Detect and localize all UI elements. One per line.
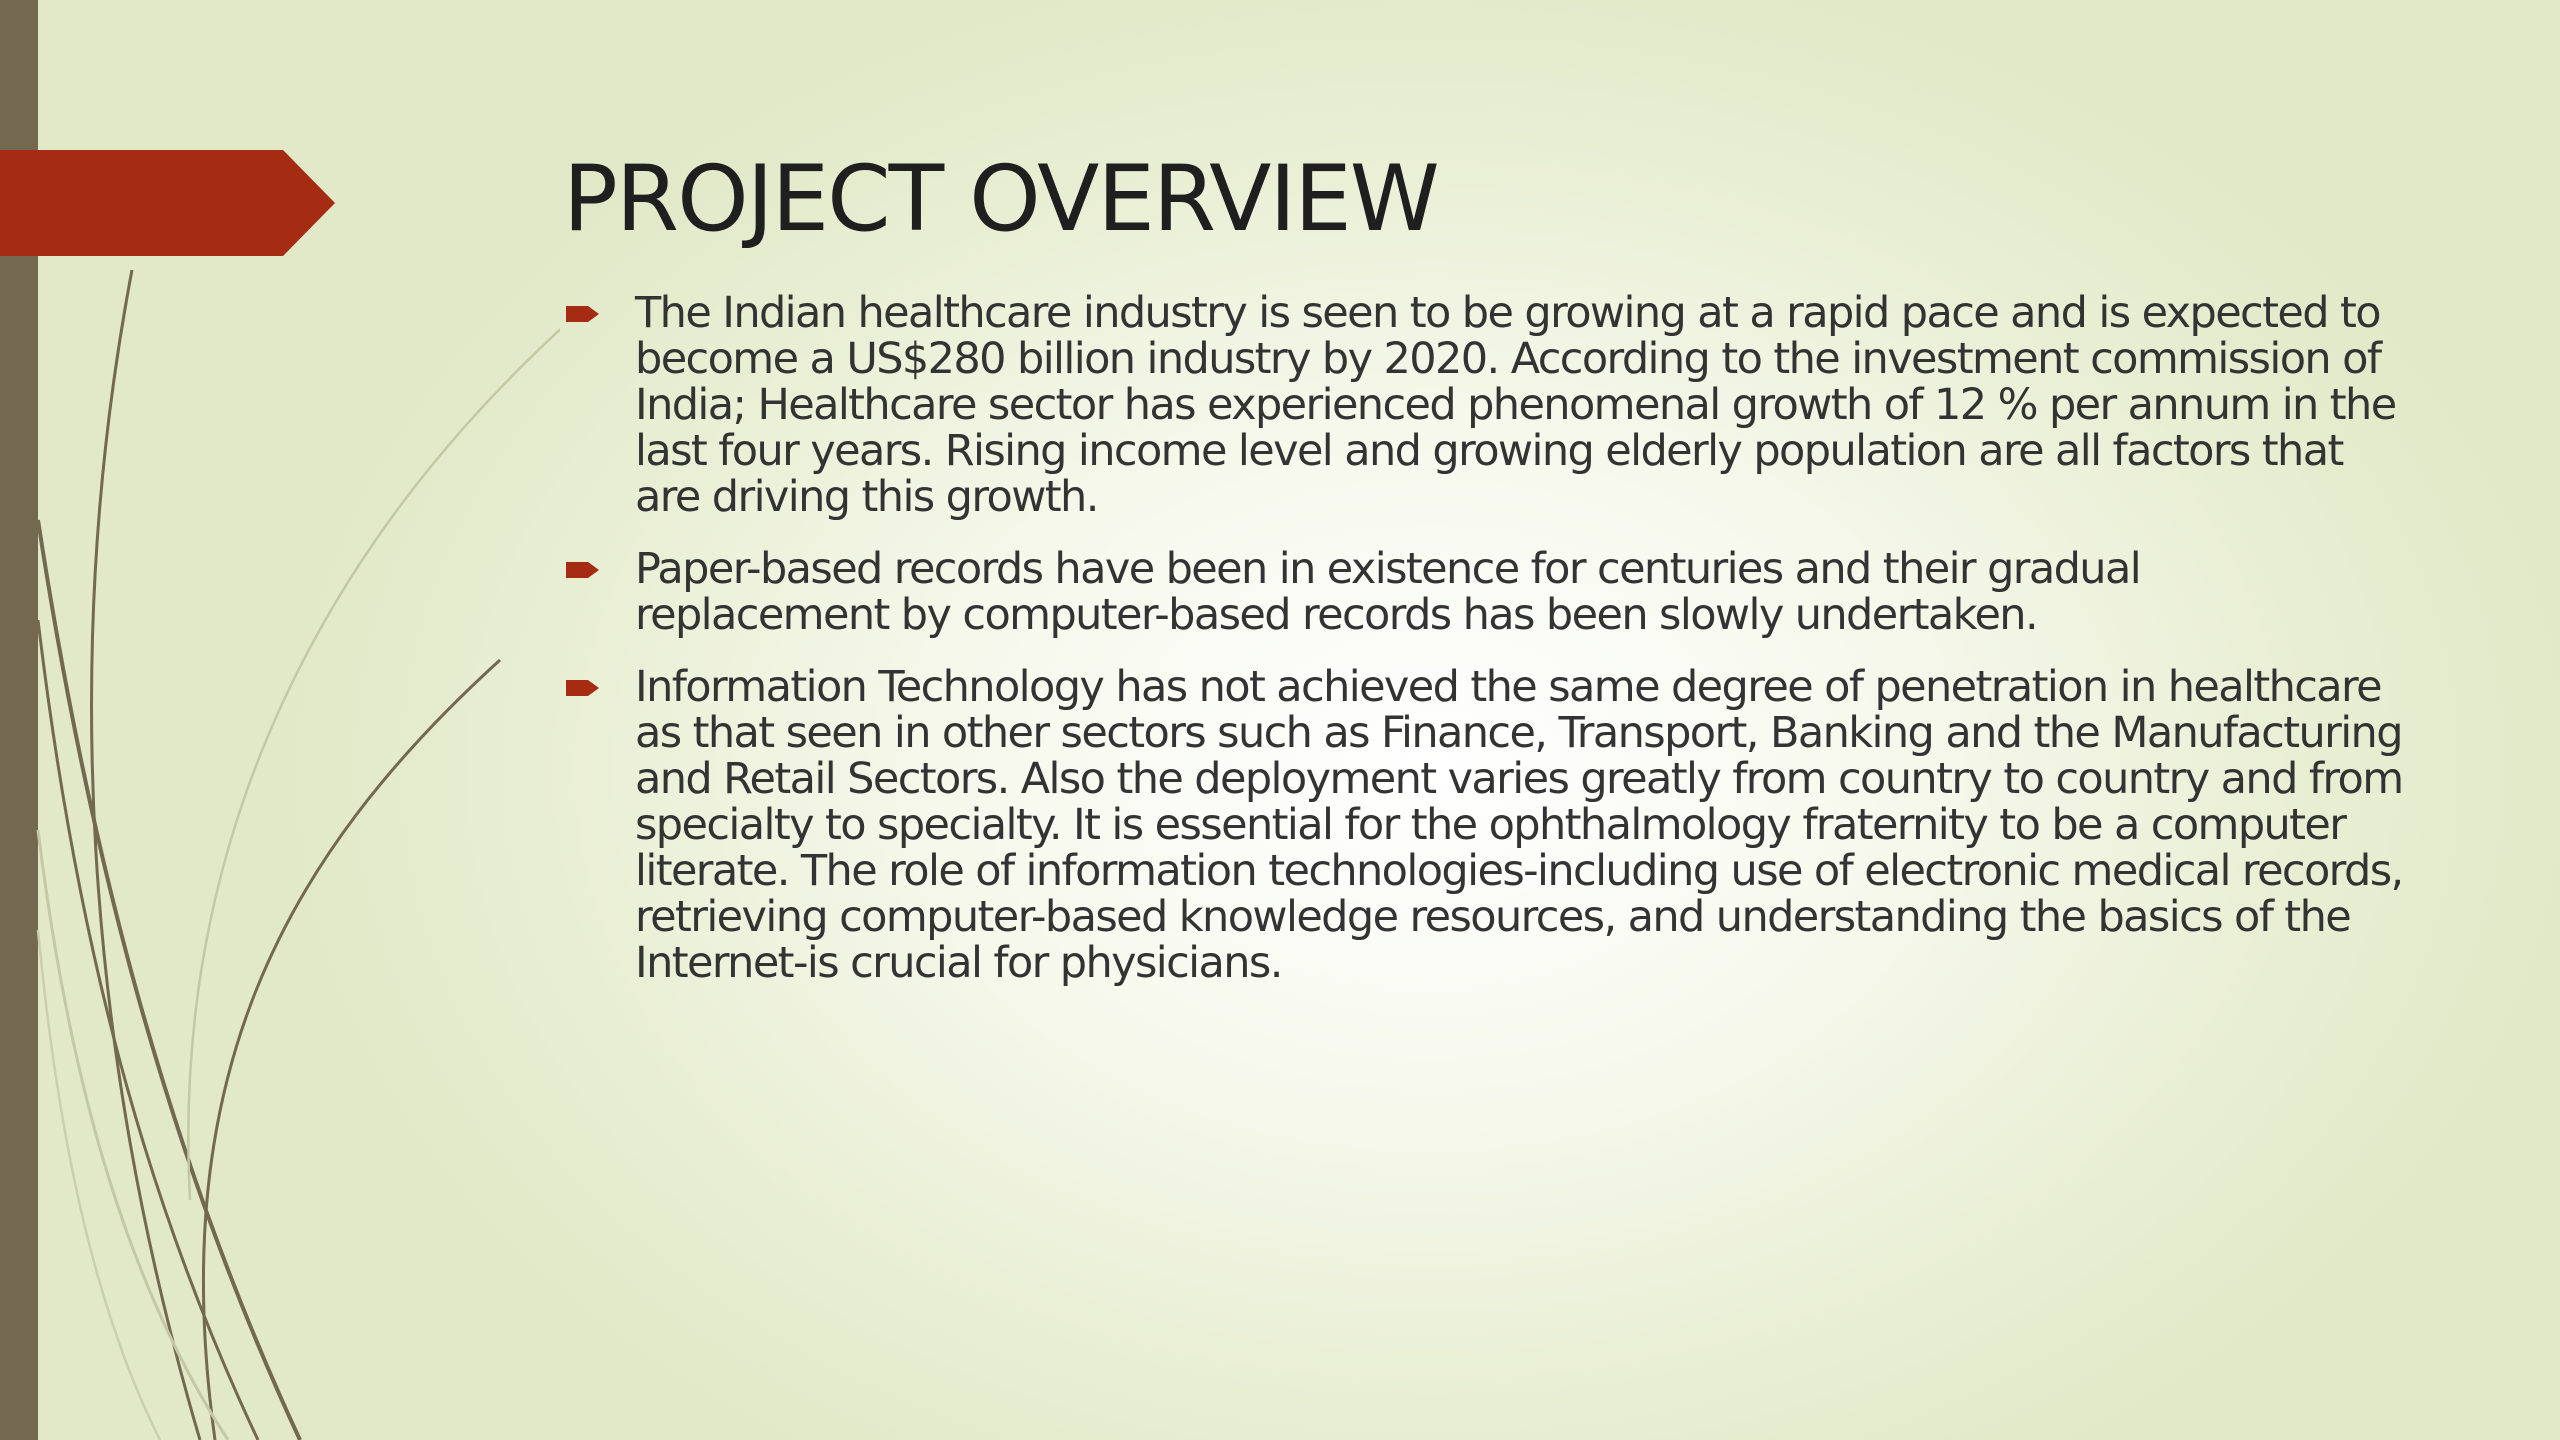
- bullet-item: [563, 290, 2403, 520]
- decorative-curves: [0, 0, 560, 1440]
- bullet-item: [563, 664, 2403, 986]
- bullet-item: [563, 546, 2403, 638]
- curve-line: [188, 325, 560, 1200]
- title-arrow-banner: [0, 150, 335, 256]
- bullet-text: Paper-based records have been in existence for centuries and their gradual replacement by computer-based records has been slowly undertaken.: [635, 544, 2141, 640]
- slide-title: PROJECT OVERVIEW: [563, 147, 1438, 252]
- arrow-bullet-icon: [566, 303, 600, 325]
- arrow-bullet-icon: [566, 677, 600, 699]
- bullet-text: The Indian healthcare industry is seen to be growing at a rapid pace and is expected to become a US$280 billion industry by 2020. According to the investment commission of India; Healthcare sector has experienced phenomenal growth of 12 % per annum in the last four years. Rising income level and growing elderly population are all factors that are driving this growth.: [635, 288, 2396, 522]
- arrow-bullet-icon: [566, 559, 600, 581]
- bullet-text: Information Technology has not achieved the same degree of penetration in healthcare as that seen in other sectors such as Finance, Transport, Banking and the Manufacturing and Retail Sectors. Also the deployment varies greatly from country to country and from specialty to specialty. It is essential for the ophthalmology fraternity to be a computer literate. The role of information technologies-including use of electronic medical records, retrieving computer-based knowledge resources, and understanding the basics of the Internet-is crucial for physicians.: [635, 662, 2403, 988]
- bullet-list: [563, 290, 2403, 1012]
